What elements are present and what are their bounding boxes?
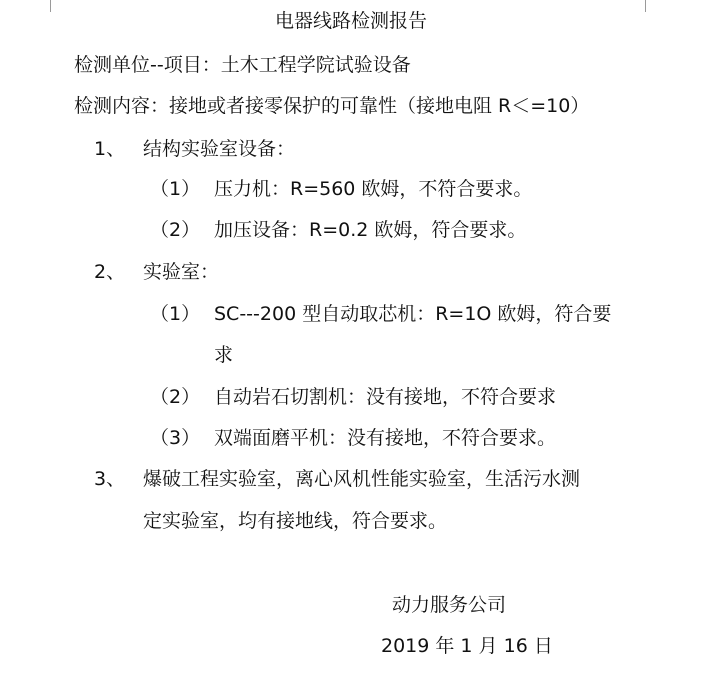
- section-1-item-2-text: 加压设备：R=0.2 欧姆，符合要求。: [214, 219, 527, 241]
- section-2-item-3-number: （3）: [150, 427, 201, 449]
- page-corner-mark-right: [645, 0, 658, 12]
- section-2-item-3-text: 双端面磨平机：没有接地，不符合要求。: [214, 427, 557, 449]
- page-corner-mark-left: [38, 0, 51, 12]
- section-2-item-1-number: （1）: [150, 303, 201, 325]
- testing-content-line: 检测内容：接地或者接零保护的可靠性（接地电阻 R＜=10）: [74, 95, 590, 117]
- section-2-number: 2、: [94, 261, 126, 283]
- signature-date: 2019 年 1 月 16 日: [381, 635, 553, 657]
- section-2-item-1-text-line-1: SC---200 型自动取芯机：R=1O 欧姆，符合要: [214, 303, 612, 325]
- section-2-item-1-text-line-2: 求: [214, 344, 234, 366]
- testing-unit-line: 检测单位--项目：土木工程学院试验设备: [74, 54, 411, 76]
- section-1-item-2-number: （2）: [150, 219, 201, 241]
- section-1-item-1-number: （1）: [150, 178, 201, 200]
- section-3-text-line-2: 定实验室，均有接地线，符合要求。: [143, 510, 448, 532]
- section-1-item-1-text: 压力机：R=560 欧姆，不符合要求。: [214, 178, 533, 200]
- report-title: 电器线路检测报告: [275, 10, 428, 32]
- section-2-item-2-number: （2）: [150, 386, 201, 408]
- section-1-number: 1、: [94, 138, 126, 160]
- section-1-title: 结构实验室设备：: [143, 138, 296, 160]
- section-2-item-2-text: 自动岩石切割机：没有接地，不符合要求: [214, 386, 557, 408]
- signature-organization: 动力服务公司: [392, 594, 507, 616]
- section-3-text-line-1: 爆破工程实验室，离心风机性能实验室，生活污水测: [143, 468, 581, 490]
- section-2-title: 实验室：: [143, 261, 220, 283]
- section-3-number: 3、: [94, 468, 126, 490]
